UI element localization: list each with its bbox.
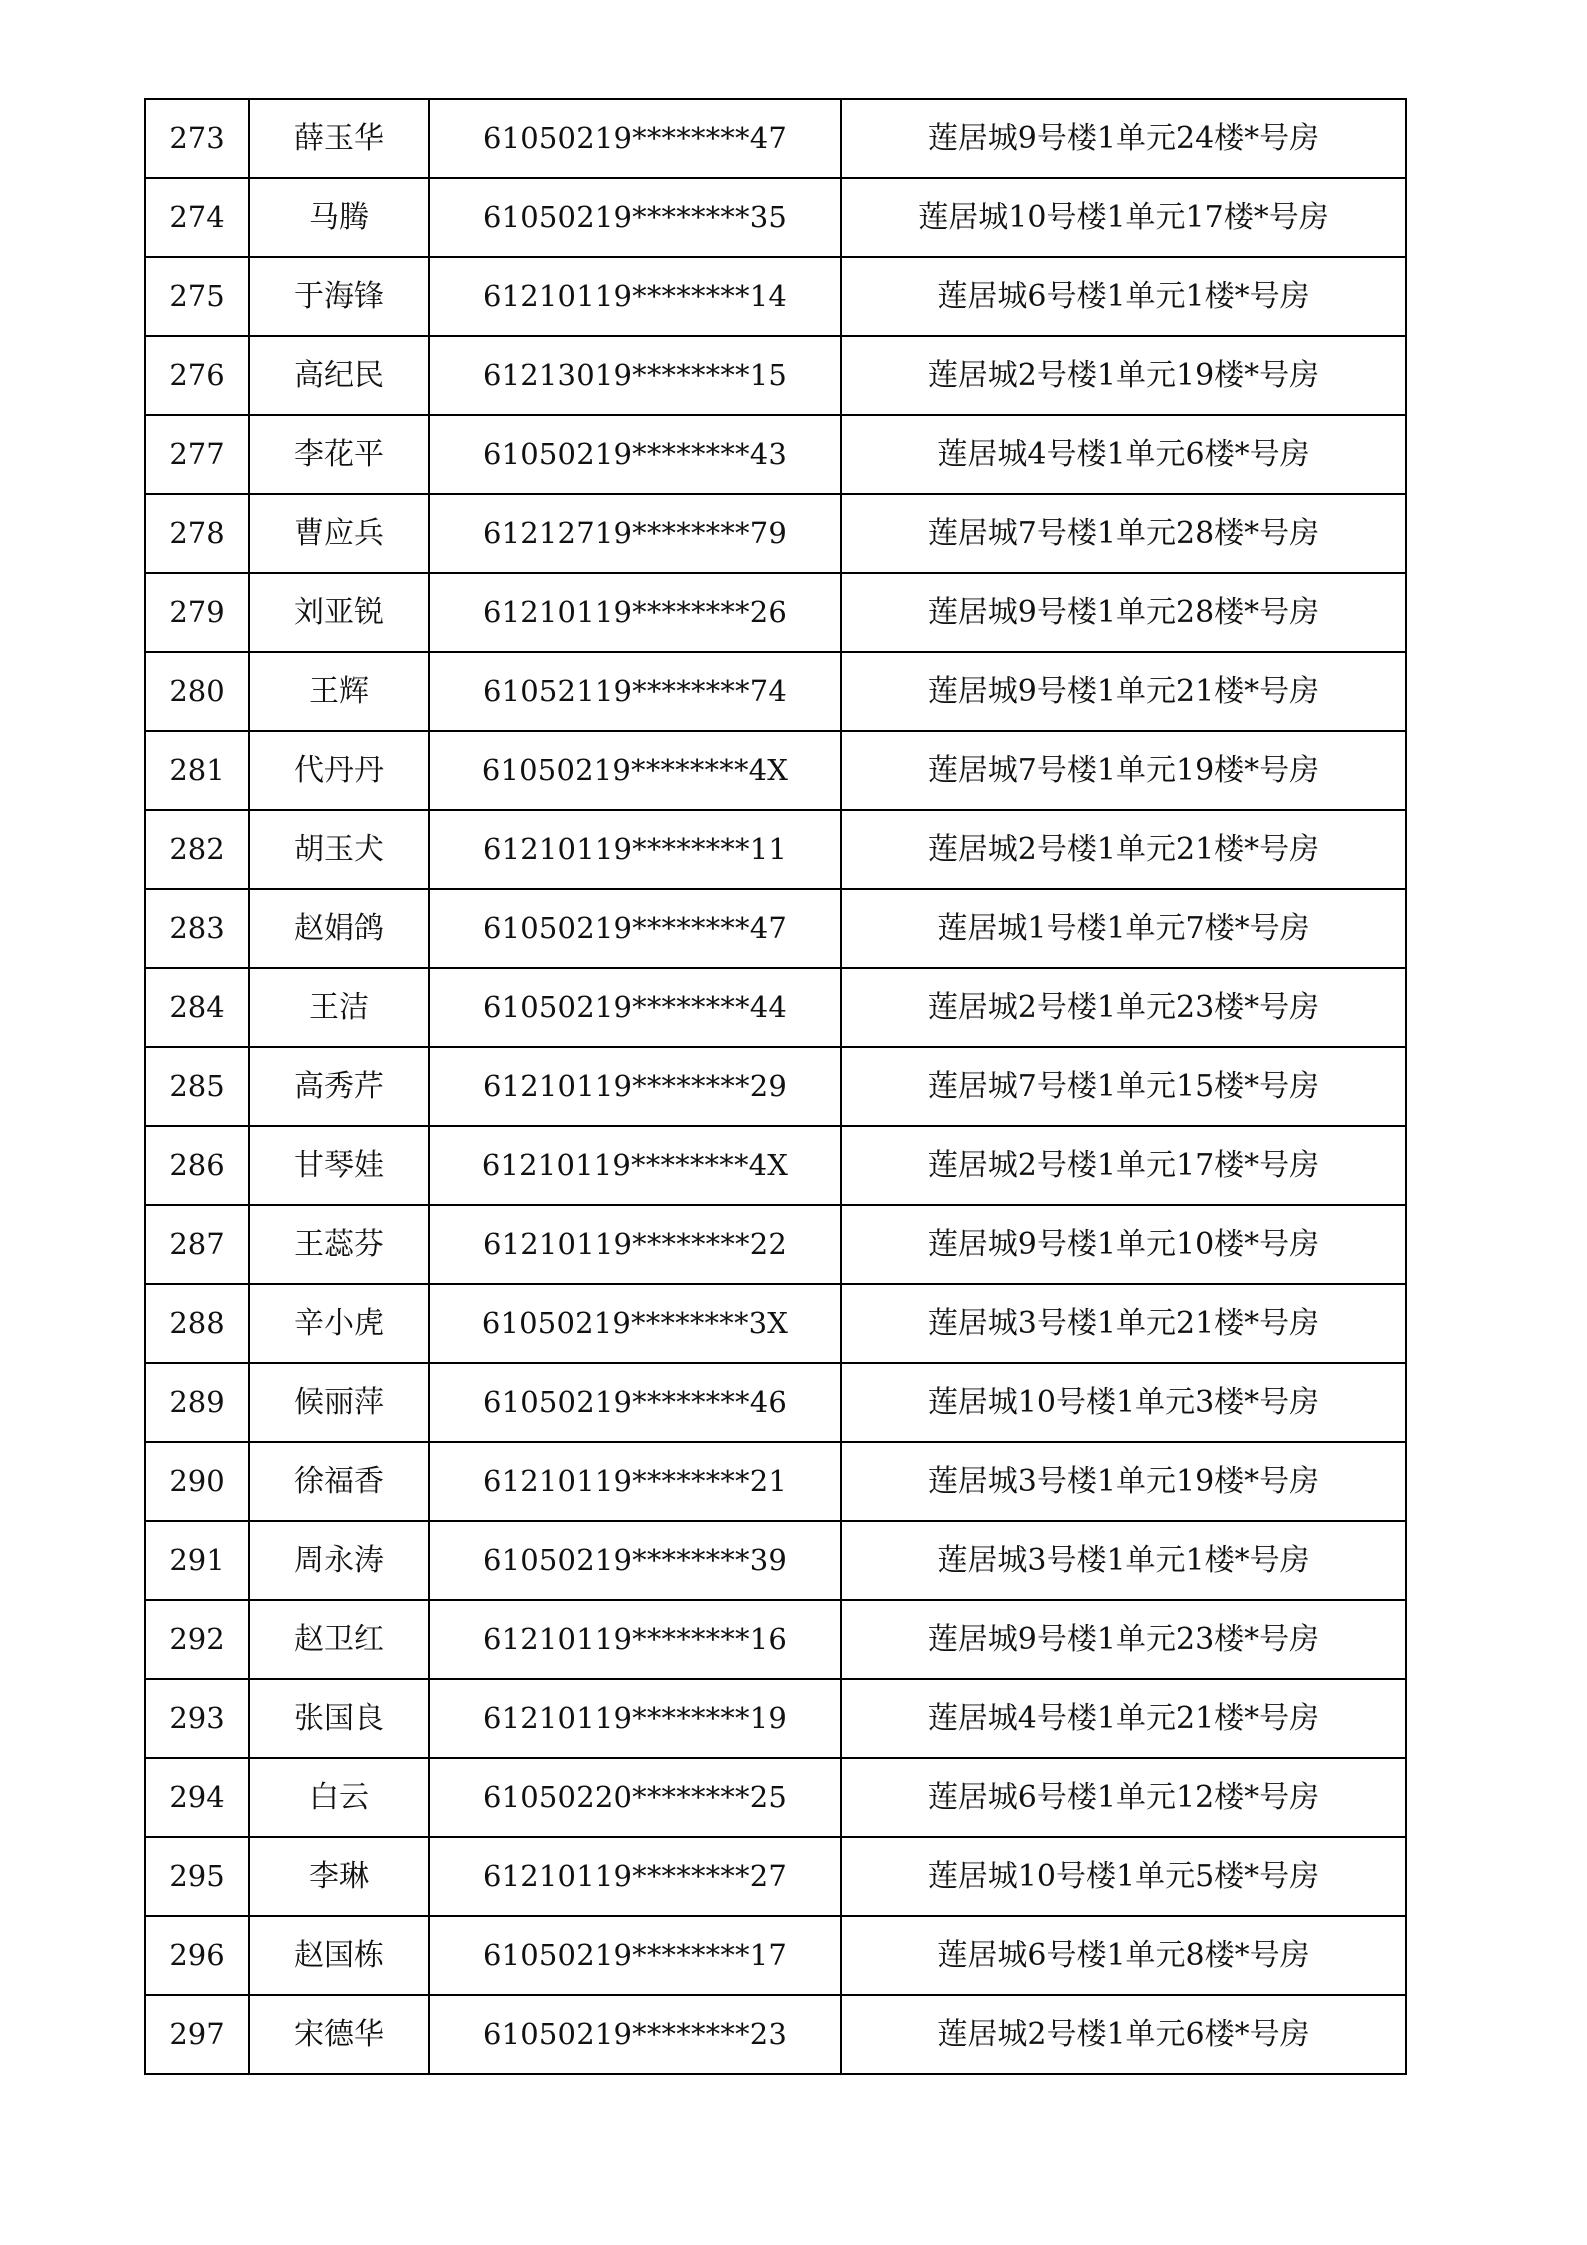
name-cell: 辛小虎 [249,1284,429,1363]
record-table-body [145,99,1406,2074]
seq-number-cell: 276 [145,336,249,415]
name-cell: 高秀芹 [249,1047,429,1126]
id-number-cell: 61210119********27 [429,1837,841,1916]
id-number-cell: 61050219********47 [429,99,841,178]
id-number-cell: 61210119********11 [429,810,841,889]
name-cell: 赵国栋 [249,1916,429,1995]
seq-number-cell: 273 [145,99,249,178]
address-cell: 莲居城2号楼1单元6楼*号房 [841,1995,1406,2074]
seq-number-cell: 294 [145,1758,249,1837]
name-cell: 宋德华 [249,1995,429,2074]
name-cell: 赵娟鸽 [249,889,429,968]
seq-number-cell: 275 [145,257,249,336]
address-cell: 莲居城10号楼1单元17楼*号房 [841,178,1406,257]
seq-number-cell: 277 [145,415,249,494]
address-cell: 莲居城9号楼1单元28楼*号房 [841,573,1406,652]
address-cell: 莲居城7号楼1单元28楼*号房 [841,494,1406,573]
address-cell: 莲居城9号楼1单元24楼*号房 [841,99,1406,178]
id-number-cell: 61050219********43 [429,415,841,494]
table-row [145,1363,1406,1442]
seq-number-cell: 293 [145,1679,249,1758]
name-cell: 薛玉华 [249,99,429,178]
seq-number-cell: 289 [145,1363,249,1442]
table-row [145,1205,1406,1284]
table-row [145,415,1406,494]
id-number-cell: 61050219********17 [429,1916,841,1995]
id-number-cell: 61050219********23 [429,1995,841,2074]
seq-number-cell: 279 [145,573,249,652]
address-cell: 莲居城9号楼1单元21楼*号房 [841,652,1406,731]
table-row [145,1837,1406,1916]
address-cell: 莲居城7号楼1单元19楼*号房 [841,731,1406,810]
name-cell: 张国良 [249,1679,429,1758]
name-cell: 王辉 [249,652,429,731]
name-cell: 代丹丹 [249,731,429,810]
id-number-cell: 61210119********16 [429,1600,841,1679]
seq-number-cell: 274 [145,178,249,257]
name-cell: 曹应兵 [249,494,429,573]
address-cell: 莲居城2号楼1单元21楼*号房 [841,810,1406,889]
table-row [145,1995,1406,2074]
id-number-cell: 61210119********22 [429,1205,841,1284]
id-number-cell: 61210119********21 [429,1442,841,1521]
seq-number-cell: 291 [145,1521,249,1600]
seq-number-cell: 287 [145,1205,249,1284]
seq-number-cell: 288 [145,1284,249,1363]
address-cell: 莲居城3号楼1单元21楼*号房 [841,1284,1406,1363]
table-row [145,1600,1406,1679]
seq-number-cell: 296 [145,1916,249,1995]
seq-number-cell: 281 [145,731,249,810]
table-row [145,1284,1406,1363]
table-row [145,1521,1406,1600]
id-number-cell: 61210119********26 [429,573,841,652]
table-row [145,257,1406,336]
address-cell: 莲居城10号楼1单元3楼*号房 [841,1363,1406,1442]
name-cell: 王蕊芬 [249,1205,429,1284]
name-cell: 李琳 [249,1837,429,1916]
id-number-cell: 61050219********35 [429,178,841,257]
name-cell: 刘亚锐 [249,573,429,652]
name-cell: 候丽萍 [249,1363,429,1442]
name-cell: 于海锋 [249,257,429,336]
seq-number-cell: 283 [145,889,249,968]
table-row [145,1679,1406,1758]
address-cell: 莲居城3号楼1单元1楼*号房 [841,1521,1406,1600]
address-cell: 莲居城4号楼1单元6楼*号房 [841,415,1406,494]
id-number-cell: 61210119********4X [429,1126,841,1205]
address-cell: 莲居城4号楼1单元21楼*号房 [841,1679,1406,1758]
address-cell: 莲居城9号楼1单元23楼*号房 [841,1600,1406,1679]
table-row [145,889,1406,968]
name-cell: 赵卫红 [249,1600,429,1679]
name-cell: 徐福香 [249,1442,429,1521]
seq-number-cell: 282 [145,810,249,889]
seq-number-cell: 286 [145,1126,249,1205]
seq-number-cell: 297 [145,1995,249,2074]
table-row [145,652,1406,731]
table-row [145,178,1406,257]
id-number-cell: 61050219********46 [429,1363,841,1442]
id-number-cell: 61210119********29 [429,1047,841,1126]
table-row [145,968,1406,1047]
name-cell: 李花平 [249,415,429,494]
table-row [145,1442,1406,1521]
address-cell: 莲居城2号楼1单元17楼*号房 [841,1126,1406,1205]
record-table [144,98,1407,2075]
address-cell: 莲居城10号楼1单元5楼*号房 [841,1837,1406,1916]
id-number-cell: 61050219********44 [429,968,841,1047]
table-row [145,99,1406,178]
table-row [145,336,1406,415]
table-row [145,573,1406,652]
id-number-cell: 61052119********74 [429,652,841,731]
table-row [145,1758,1406,1837]
table-row [145,1126,1406,1205]
id-number-cell: 61213019********15 [429,336,841,415]
id-number-cell: 61050220********25 [429,1758,841,1837]
table-row [145,494,1406,573]
seq-number-cell: 278 [145,494,249,573]
seq-number-cell: 285 [145,1047,249,1126]
seq-number-cell: 290 [145,1442,249,1521]
seq-number-cell: 295 [145,1837,249,1916]
address-cell: 莲居城9号楼1单元10楼*号房 [841,1205,1406,1284]
address-cell: 莲居城2号楼1单元23楼*号房 [841,968,1406,1047]
id-number-cell: 61050219********47 [429,889,841,968]
id-number-cell: 61210119********14 [429,257,841,336]
id-number-cell: 61050219********3X [429,1284,841,1363]
table-row [145,1047,1406,1126]
name-cell: 周永涛 [249,1521,429,1600]
address-cell: 莲居城1号楼1单元7楼*号房 [841,889,1406,968]
name-cell: 高纪民 [249,336,429,415]
seq-number-cell: 280 [145,652,249,731]
name-cell: 胡玉犬 [249,810,429,889]
address-cell: 莲居城6号楼1单元8楼*号房 [841,1916,1406,1995]
table-row [145,731,1406,810]
id-number-cell: 61050219********4X [429,731,841,810]
address-cell: 莲居城7号楼1单元15楼*号房 [841,1047,1406,1126]
name-cell: 马腾 [249,178,429,257]
table-row [145,1916,1406,1995]
name-cell: 白云 [249,1758,429,1837]
address-cell: 莲居城2号楼1单元19楼*号房 [841,336,1406,415]
address-cell: 莲居城6号楼1单元1楼*号房 [841,257,1406,336]
address-cell: 莲居城3号楼1单元19楼*号房 [841,1442,1406,1521]
id-number-cell: 61050219********39 [429,1521,841,1600]
address-cell: 莲居城6号楼1单元12楼*号房 [841,1758,1406,1837]
seq-number-cell: 292 [145,1600,249,1679]
name-cell: 甘琴娃 [249,1126,429,1205]
id-number-cell: 61210119********19 [429,1679,841,1758]
table-row [145,810,1406,889]
id-number-cell: 61212719********79 [429,494,841,573]
seq-number-cell: 284 [145,968,249,1047]
name-cell: 王洁 [249,968,429,1047]
